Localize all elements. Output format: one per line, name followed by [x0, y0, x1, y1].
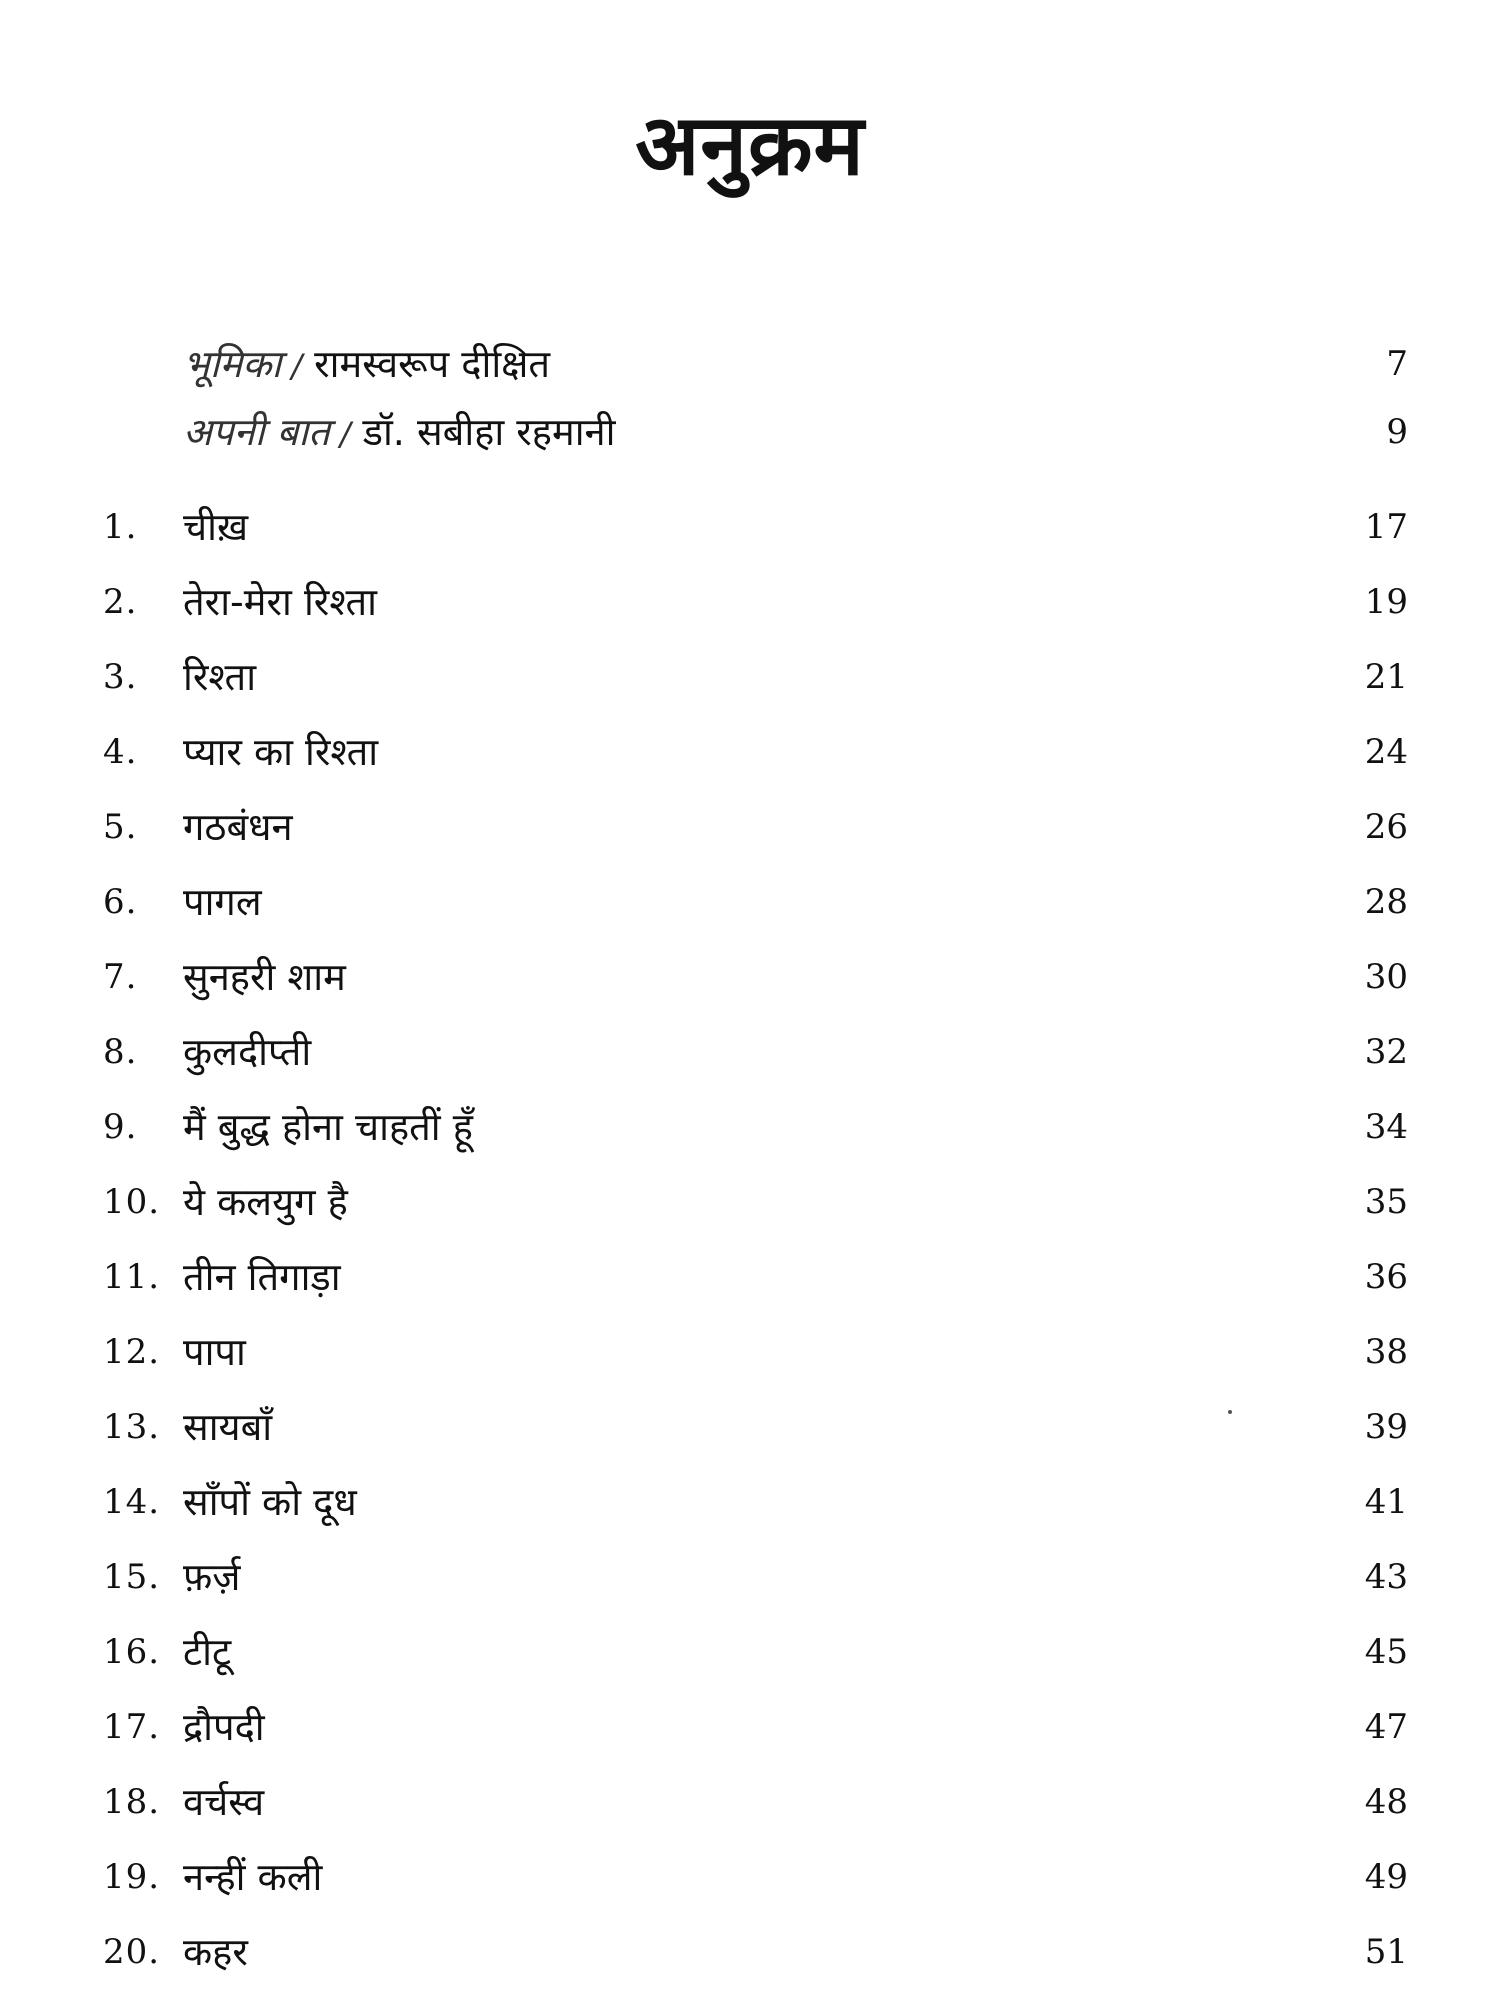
front-matter-row: [0, 334, 1500, 394]
entry-number: 10.: [103, 1182, 161, 1222]
separator: /: [291, 347, 303, 385]
page-number: 38: [1364, 1332, 1408, 1372]
toc-entry: [0, 1847, 1500, 1907]
entry-title: तीन तिगाड़ा: [183, 1255, 341, 1299]
front-matter-label: [183, 402, 616, 464]
page-number: 41: [1364, 1482, 1408, 1522]
page-number: 28: [1364, 882, 1408, 922]
page-title: अनुक्रम: [635, 96, 865, 194]
page-number: 48: [1364, 1782, 1408, 1822]
front-matter-author: रामस्वरूप दीक्षित: [314, 342, 551, 386]
entry-number: 16.: [103, 1632, 161, 1672]
entry-number: 2.: [103, 582, 138, 622]
entry-number: 19.: [103, 1857, 161, 1897]
toc-entry: [0, 722, 1500, 782]
entry-number: 12.: [103, 1332, 161, 1372]
scan-speck: [1228, 1410, 1232, 1414]
entry-title: रिश्ता: [183, 655, 257, 699]
page-number: 39: [1364, 1407, 1408, 1447]
entry-number: 9.: [103, 1107, 138, 1147]
page-number: 49: [1364, 1857, 1408, 1897]
page-number: 17: [1364, 507, 1408, 547]
toc-entry: [0, 1472, 1500, 1532]
toc-entry: [0, 647, 1500, 707]
entry-number: 20.: [103, 1932, 161, 1972]
toc-entry: [0, 1247, 1500, 1307]
entry-number: 3.: [103, 657, 138, 697]
entry-title: फ़र्ज़: [183, 1555, 241, 1599]
page-number: 32: [1364, 1032, 1408, 1072]
page-number: 51: [1364, 1932, 1408, 1972]
entry-number: 4.: [103, 732, 138, 772]
front-matter-heading: अपनी बात: [183, 410, 330, 454]
page-number: 36: [1364, 1257, 1408, 1297]
entry-title: प्यार का रिश्ता: [183, 730, 379, 774]
entry-title: टीटू: [183, 1630, 232, 1674]
entry-number: 5.: [103, 807, 138, 847]
entry-title: सायबाँ: [183, 1405, 273, 1449]
toc-entry: [0, 1022, 1500, 1082]
page-number: 43: [1364, 1557, 1408, 1597]
entry-number: 18.: [103, 1782, 161, 1822]
page-number: 21: [1364, 657, 1408, 697]
page-number: 9: [1386, 412, 1408, 452]
entry-title: नन्हीं कली: [183, 1855, 323, 1899]
toc-entry: [0, 1172, 1500, 1232]
toc-entry: [0, 1772, 1500, 1832]
entry-title: गठबंधन: [183, 805, 293, 849]
page-number: 30: [1364, 957, 1408, 997]
entry-title: द्रौपदी: [183, 1705, 265, 1749]
entry-number: 8.: [103, 1032, 138, 1072]
page-number: 24: [1364, 732, 1408, 772]
toc-entry: [0, 1097, 1500, 1157]
page-number: 35: [1364, 1182, 1408, 1222]
entry-number: 13.: [103, 1407, 161, 1447]
entry-title: चीख़: [183, 505, 249, 549]
toc-entry: [0, 572, 1500, 632]
toc-entry: [0, 872, 1500, 932]
entry-title: सुनहरी शाम: [183, 955, 346, 999]
entry-number: 7.: [103, 957, 138, 997]
toc-entry: [0, 497, 1500, 557]
page-number: 45: [1364, 1632, 1408, 1672]
entry-title: वर्चस्व: [183, 1780, 265, 1824]
entry-number: 11.: [103, 1257, 161, 1297]
toc-entry: [0, 1697, 1500, 1757]
toc-entry: [0, 797, 1500, 857]
entry-title: कहर: [183, 1930, 248, 1974]
entry-title: तेरा-मेरा रिश्ता: [183, 580, 377, 624]
entry-title: पागल: [183, 880, 262, 924]
toc-entry: [0, 1397, 1500, 1457]
front-matter-label: [183, 334, 550, 396]
toc-entry: [0, 1622, 1500, 1682]
toc-entry: [0, 1922, 1500, 1982]
entry-title: ये कलयुग है: [183, 1180, 348, 1224]
page-number: 34: [1364, 1107, 1408, 1147]
separator: /: [339, 415, 351, 453]
entry-number: 1.: [103, 507, 138, 547]
entry-title: पापा: [183, 1330, 246, 1374]
page-number: 47: [1364, 1707, 1408, 1747]
page-number: 19: [1364, 582, 1408, 622]
front-matter-row: [0, 402, 1500, 462]
entry-number: 14.: [103, 1482, 161, 1522]
entry-number: 6.: [103, 882, 138, 922]
entry-title: कुलदीप्ती: [183, 1030, 312, 1074]
entry-number: 15.: [103, 1557, 161, 1597]
toc-entry: [0, 1322, 1500, 1382]
page-number: 7: [1386, 344, 1408, 384]
entry-number: 17.: [103, 1707, 161, 1747]
toc-entry: [0, 1547, 1500, 1607]
entry-title: मैं बुद्ध होना चाहतीं हूँ: [183, 1105, 473, 1149]
front-matter-heading: भूमिका: [183, 342, 282, 386]
entry-title: साँपों को दूध: [183, 1480, 357, 1524]
toc-entry: [0, 947, 1500, 1007]
page-number: 26: [1364, 807, 1408, 847]
front-matter-author: डॉ. सबीहा रहमानी: [362, 410, 616, 454]
